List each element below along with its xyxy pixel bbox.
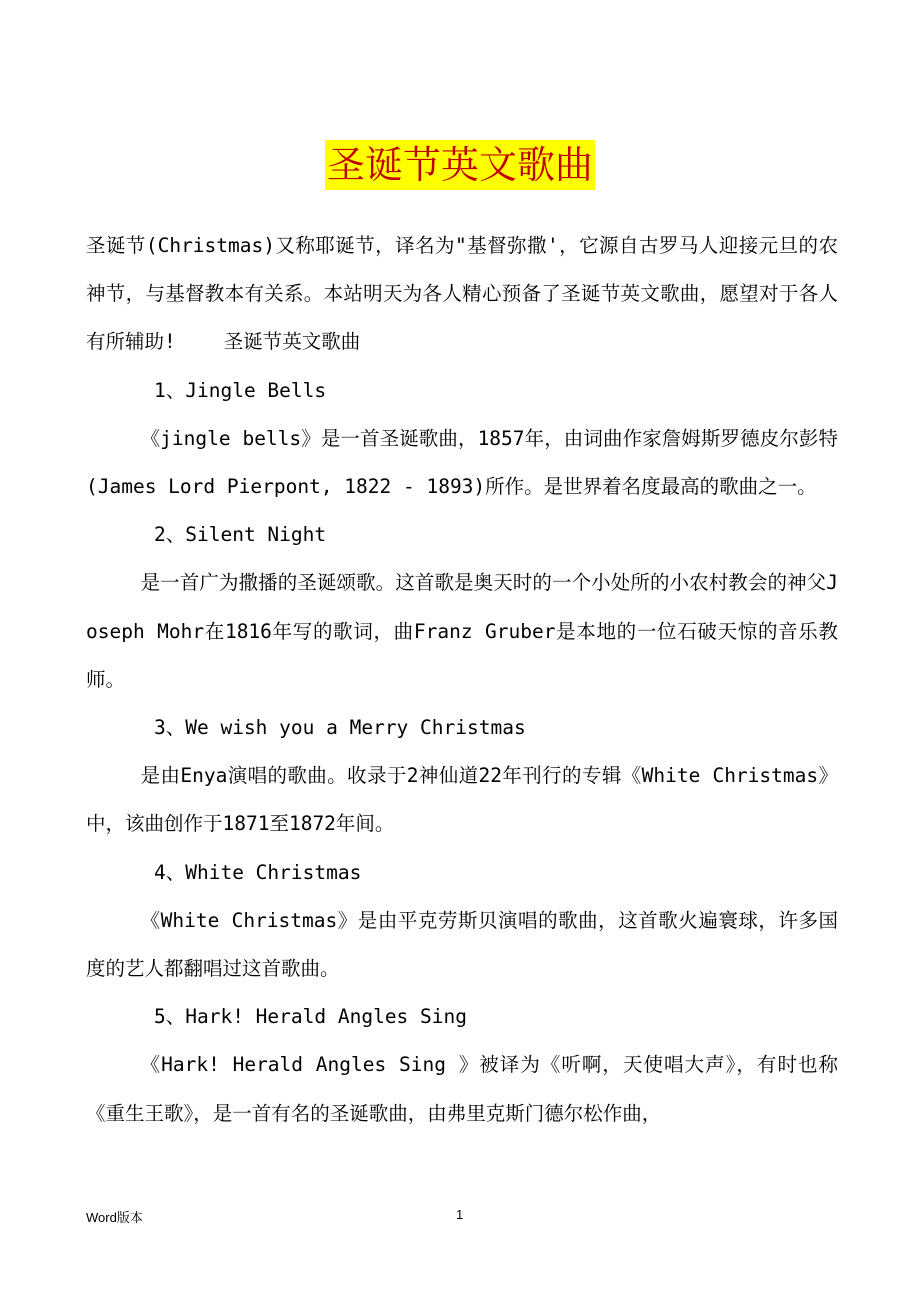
document-title: 圣诞节英文歌曲 xyxy=(325,140,595,190)
song-heading-5: 5、Hark! Herald Angles Sing xyxy=(154,1005,467,1029)
page-number: 1 xyxy=(456,1207,464,1222)
song-text-4: 《White Christmas》是由平克劳斯贝演唱的歌曲，这首歌火遍寰球，许多国度的艺人都翻唱过这首歌曲。 xyxy=(86,908,838,981)
song-heading-4: 4、White Christmas xyxy=(154,860,362,884)
song-heading-1: 1、Jingle Bells xyxy=(154,378,327,402)
song-text-1: 《jingle bells》是一首圣诞歌曲，1857年，由词曲作家詹姆斯罗德皮尔彭特(James Lord Pierpont, 1822 - 1893)所作。是世界着名度最高的歌曲之一。 xyxy=(86,426,838,499)
intro-tail: 圣诞节英文歌曲 xyxy=(223,330,361,354)
document-body xyxy=(86,222,838,1138)
song-heading-3: 3、We wish you a Merry Christmas xyxy=(154,716,526,740)
title-container xyxy=(0,140,920,190)
song-heading-2: 2、Silent Night xyxy=(154,523,327,547)
song-text-2: 是一首广为撒播的圣诞颂歌。这首歌是奥天时的一个小处所的小农村教会的神父Joseph Mohr在1816年写的歌词，曲Franz Gruber是本地的一位石破天惊的音乐教师。 xyxy=(86,571,838,691)
intro-text: 圣诞节(Christmas)又称耶诞节，译名为"基督弥撒'，它源自古罗马人迎接元旦的农神节，与基督教本有关系。本站明天为各人精心预备了圣诞节英文歌曲，愿望对于各人有所辅助! xyxy=(86,234,838,354)
song-text-5: 《Hark! Herald Angles Sing 》被译为《听啊，天使唱大声》，有时也称《重生王歌》，是一首有名的圣诞歌曲，由弗里克斯门德尔松作曲， xyxy=(86,1053,839,1125)
intro-paragraph xyxy=(86,222,838,367)
footer-label: Word版本 xyxy=(86,1210,143,1225)
song-text-3: 是由Enya演唱的歌曲。收录于2神仙道22年刊行的专辑《White Christmas》中，该曲创作于1871至1872年间。 xyxy=(86,764,838,836)
